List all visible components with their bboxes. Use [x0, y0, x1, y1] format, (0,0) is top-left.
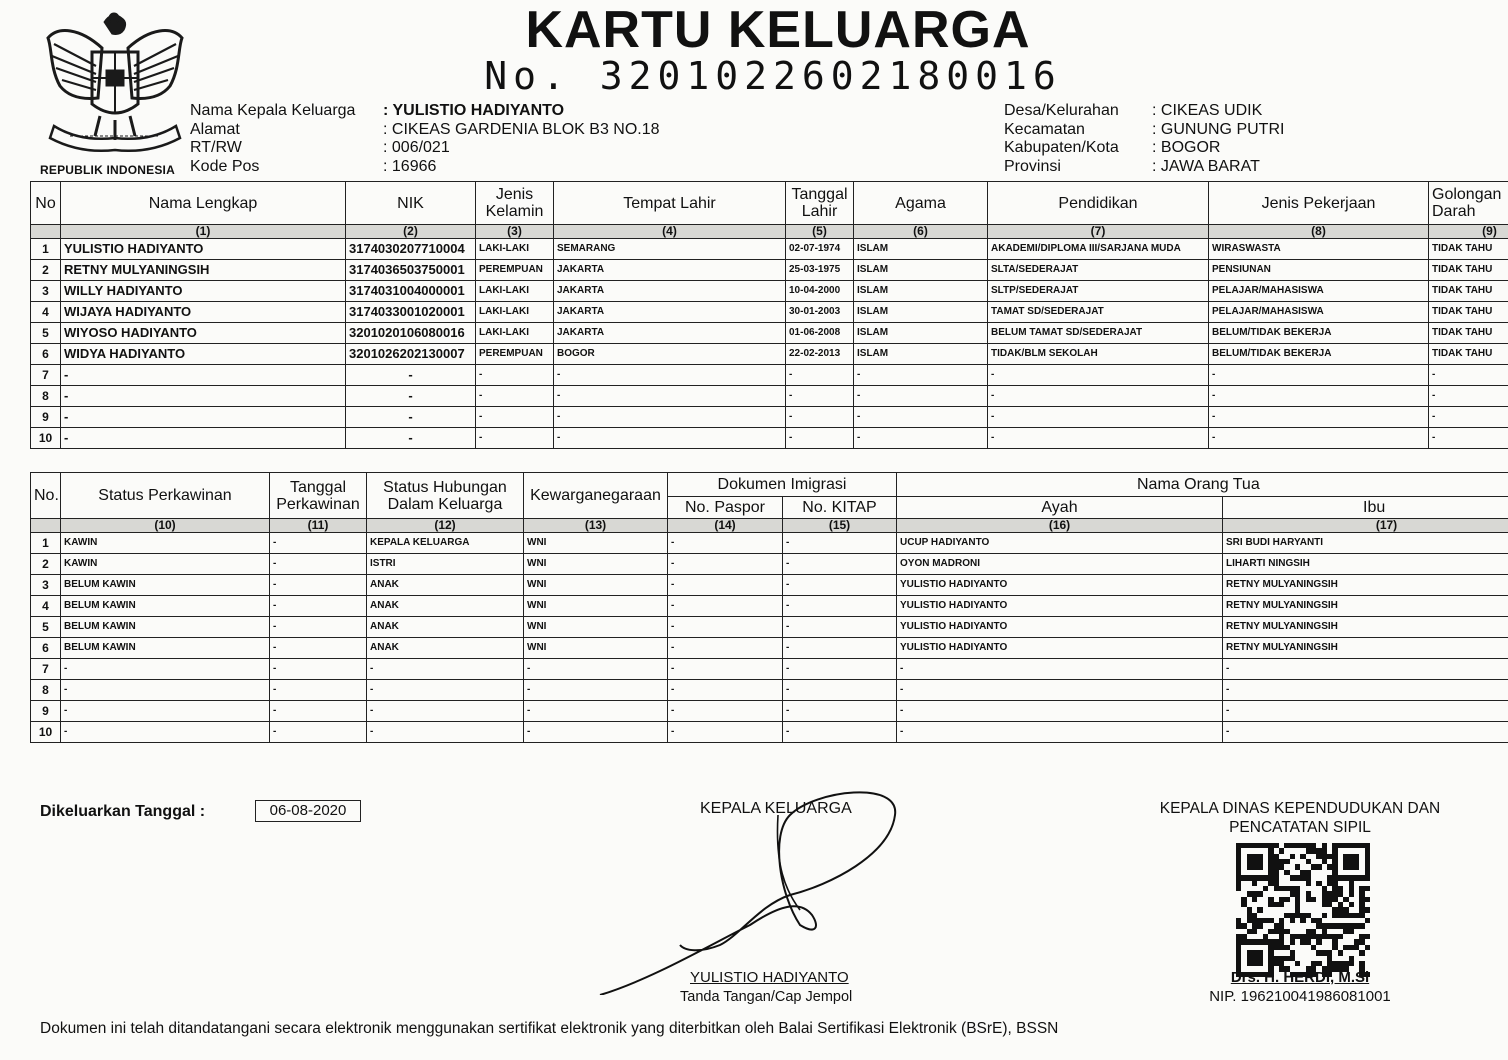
table-row — [31, 407, 1508, 428]
info-label: RT/RW — [190, 139, 242, 156]
table-cell: - — [668, 533, 783, 554]
table2-header-row-1 — [31, 473, 1508, 497]
table-cell: - — [668, 638, 783, 659]
table-cell: SLTP/SEDERAJAT — [988, 281, 1209, 302]
table-cell: PELAJAR/MAHASISWA — [1209, 302, 1429, 323]
table-cell: - — [524, 659, 668, 680]
table-row — [31, 281, 1508, 302]
table-cell: - — [988, 365, 1209, 386]
table-cell: 3174031004000001 — [346, 281, 476, 302]
table-cell: 4 — [31, 596, 61, 617]
column-number: (10) — [61, 519, 270, 533]
table-cell: TIDAK/BLM SEKOLAH — [988, 344, 1209, 365]
table-cell: - — [270, 617, 367, 638]
table-cell: 3 — [31, 575, 61, 596]
table-cell: - — [346, 428, 476, 449]
table-cell: BELUM KAWIN — [61, 596, 270, 617]
table-cell: LAKI-LAKI — [476, 281, 554, 302]
table-cell: 7 — [31, 659, 61, 680]
table-cell: - — [554, 407, 786, 428]
table-cell: - — [1223, 701, 1508, 722]
column-number: (6) — [854, 225, 988, 239]
table-cell: RETNY MULYANINGSIH — [61, 260, 346, 281]
table-cell: - — [476, 386, 554, 407]
table-cell: 1 — [31, 533, 61, 554]
table-cell: - — [61, 701, 270, 722]
table-cell: TIDAK TAHU — [1429, 281, 1508, 302]
info-row-alamat — [190, 121, 990, 140]
official-title-line-1: KEPALA DINAS KEPENDUDUKAN DAN — [1159, 800, 1441, 817]
table-cell: - — [367, 659, 524, 680]
table-cell: - — [554, 365, 786, 386]
table-row — [31, 302, 1508, 323]
table-cell: - — [554, 386, 786, 407]
table-cell: WIDYA HADIYANTO — [61, 344, 346, 365]
table-row — [31, 575, 1508, 596]
column-number: (8) — [1209, 225, 1429, 239]
table-cell: - — [1209, 386, 1429, 407]
table-cell: - — [346, 365, 476, 386]
table-cell: 02-07-1974 — [786, 239, 854, 260]
table-cell: - — [786, 407, 854, 428]
column-number: (3) — [476, 225, 554, 239]
col-header-kewarganegaraan: Kewarganegaraan — [524, 473, 668, 519]
table-row — [31, 554, 1508, 575]
table-row — [31, 596, 1508, 617]
info-right-block — [1004, 102, 1504, 176]
column-number: (16) — [897, 519, 1223, 533]
qr-code-icon — [1236, 843, 1370, 977]
col-header-nik: NIK — [346, 182, 476, 225]
table-cell: - — [1429, 386, 1508, 407]
table-row — [31, 260, 1508, 281]
table-cell: JAKARTA — [554, 302, 786, 323]
table-cell: 10 — [31, 722, 61, 743]
table-cell: ISLAM — [854, 260, 988, 281]
table-cell: - — [786, 365, 854, 386]
official-title — [1130, 799, 1470, 837]
table-row — [31, 323, 1508, 344]
table-cell: - — [554, 428, 786, 449]
col-header-nama: Nama Lengkap — [61, 182, 346, 225]
column-number: (15) — [783, 519, 897, 533]
table-cell: SRI BUDI HARYANTI — [1223, 533, 1508, 554]
table-cell: 9 — [31, 701, 61, 722]
table-cell: - — [783, 554, 897, 575]
table-cell: - — [668, 722, 783, 743]
table-cell: 5 — [31, 617, 61, 638]
table-cell: - — [1429, 428, 1508, 449]
civil-status-table — [30, 472, 1508, 743]
official-name: Drs. H. HERDI, M.Si — [1230, 969, 1370, 986]
table-cell: 2 — [31, 260, 61, 281]
column-number — [31, 225, 61, 239]
table-cell: BELUM KAWIN — [61, 638, 270, 659]
table-cell: BELUM KAWIN — [61, 575, 270, 596]
info-value: : CIKEAS GARDENIA BLOK B3 NO.18 — [383, 120, 660, 138]
table-row — [31, 533, 1508, 554]
table-cell: TAMAT SD/SEDERAJAT — [988, 302, 1209, 323]
column-number: (2) — [346, 225, 476, 239]
table-cell: ISLAM — [854, 239, 988, 260]
table-cell: KAWIN — [61, 554, 270, 575]
table1-column-number-row — [31, 225, 1508, 239]
table-cell: SLTA/SEDERAJAT — [988, 260, 1209, 281]
table-cell: - — [476, 365, 554, 386]
table-cell: - — [1429, 407, 1508, 428]
table-cell: - — [367, 701, 524, 722]
table-cell: JAKARTA — [554, 260, 786, 281]
table-cell: - — [783, 659, 897, 680]
table-cell: YULISTIO HADIYANTO — [897, 596, 1223, 617]
table-cell: LAKI-LAKI — [476, 302, 554, 323]
info-value: : 16966 — [383, 157, 437, 175]
table-cell: - — [897, 722, 1223, 743]
col-header-pekerjaan: Jenis Pekerjaan — [1209, 182, 1429, 225]
table-cell: 3174033001020001 — [346, 302, 476, 323]
table-cell: - — [270, 659, 367, 680]
table-cell: BOGOR — [554, 344, 786, 365]
table-cell: - — [668, 701, 783, 722]
table-cell: 3 — [31, 281, 61, 302]
table-cell: WNI — [524, 533, 668, 554]
table-cell: 10 — [31, 428, 61, 449]
table2-column-number-row — [31, 519, 1508, 533]
table-cell: WNI — [524, 575, 668, 596]
table-cell: BELUM KAWIN — [61, 617, 270, 638]
info-row-desa — [1004, 102, 1504, 121]
info-value: : CIKEAS UDIK — [1152, 102, 1263, 119]
table-cell: - — [668, 596, 783, 617]
family-members-table — [30, 181, 1508, 449]
table-cell: WIJAYA HADIYANTO — [61, 302, 346, 323]
table-cell: - — [854, 407, 988, 428]
table-cell: 2 — [31, 554, 61, 575]
info-value: : JAWA BARAT — [1152, 157, 1260, 175]
table-cell: - — [1223, 680, 1508, 701]
issued-date-value: 06-08-2020 — [255, 800, 361, 822]
column-number: (13) — [524, 519, 668, 533]
info-label: Nama Kepala Keluarga — [190, 102, 356, 119]
table-cell: ANAK — [367, 575, 524, 596]
table-cell: 8 — [31, 680, 61, 701]
table-cell: - — [346, 386, 476, 407]
column-number: (14) — [668, 519, 783, 533]
column-number: (5) — [786, 225, 854, 239]
table-cell: - — [524, 701, 668, 722]
table-cell: - — [476, 407, 554, 428]
col-header-ayah: Ayah — [897, 497, 1223, 519]
info-label: Kabupaten/Kota — [1004, 139, 1119, 156]
table-cell: 7 — [31, 365, 61, 386]
info-row-rtrw — [190, 139, 990, 158]
table-cell: 25-03-1975 — [786, 260, 854, 281]
table-cell: 22-02-2013 — [786, 344, 854, 365]
info-label: Kecamatan — [1004, 120, 1085, 138]
table-cell: 3201026202130007 — [346, 344, 476, 365]
table-cell: - — [1223, 722, 1508, 743]
table-cell: 6 — [31, 344, 61, 365]
col-header-no-paspor: No. Paspor — [668, 497, 783, 519]
table-cell: KAWIN — [61, 533, 270, 554]
table-cell: 3174036503750001 — [346, 260, 476, 281]
table-cell: ANAK — [367, 638, 524, 659]
table-cell: - — [524, 680, 668, 701]
table-cell: WNI — [524, 554, 668, 575]
info-row-kodepos — [190, 158, 990, 177]
table-cell: WIRASWASTA — [1209, 239, 1429, 260]
table-cell: 6 — [31, 638, 61, 659]
table-cell: - — [476, 428, 554, 449]
col-header-jenis-kelamin: Jenis Kelamin — [476, 182, 554, 225]
table-cell: - — [988, 428, 1209, 449]
table-cell: - — [783, 680, 897, 701]
table-cell: - — [668, 575, 783, 596]
table-cell: - — [270, 575, 367, 596]
table-cell: - — [783, 575, 897, 596]
info-row-provinsi — [1004, 158, 1504, 177]
column-number: (17) — [1223, 519, 1508, 533]
table-cell: PEREMPUAN — [476, 344, 554, 365]
table-row — [31, 428, 1508, 449]
table-cell: - — [783, 596, 897, 617]
table-cell: PEREMPUAN — [476, 260, 554, 281]
table-cell: - — [270, 701, 367, 722]
info-label: Kode Pos — [190, 157, 260, 175]
table-cell: 10-04-2000 — [786, 281, 854, 302]
table-cell: YULISTIO HADIYANTO — [897, 617, 1223, 638]
table-cell: ISLAM — [854, 323, 988, 344]
col-header-no: No — [31, 182, 61, 225]
table-cell: - — [1209, 365, 1429, 386]
table-cell: RETNY MULYANINGSIH — [1223, 638, 1508, 659]
table-cell: 3201020106080016 — [346, 323, 476, 344]
info-value: : YULISTIO HADIYANTO — [383, 102, 565, 119]
table-cell: - — [783, 638, 897, 659]
table-cell: - — [346, 407, 476, 428]
table-cell: - — [1223, 659, 1508, 680]
table-cell: YULISTIO HADIYANTO — [61, 239, 346, 260]
table-cell: - — [854, 428, 988, 449]
table-cell: - — [783, 722, 897, 743]
head-of-family-name: YULISTIO HADIYANTO — [690, 969, 849, 986]
col-header-tanggal-perkawinan: Tanggal Perkawinan — [270, 473, 367, 519]
table-cell: 3174030207710004 — [346, 239, 476, 260]
table-cell: KEPALA KELUARGA — [367, 533, 524, 554]
head-of-family-title: KEPALA KELUARGA — [700, 800, 852, 817]
table-cell: - — [61, 659, 270, 680]
document-number: No. 3201022602180016 — [484, 54, 1062, 98]
table-cell: - — [786, 386, 854, 407]
table-cell: RETNY MULYANINGSIH — [1223, 617, 1508, 638]
table-cell: - — [61, 386, 346, 407]
table-cell: - — [270, 680, 367, 701]
table-cell: - — [988, 407, 1209, 428]
signature-scribble — [590, 775, 920, 995]
table-cell: ISTRI — [367, 554, 524, 575]
col-header-no-kitap: No. KITAP — [783, 497, 897, 519]
col-header-no: No. — [31, 473, 61, 519]
table-cell: - — [668, 680, 783, 701]
table-cell: - — [783, 617, 897, 638]
col-header-ibu: Ibu — [1223, 497, 1508, 519]
table-cell: YULISTIO HADIYANTO — [897, 638, 1223, 659]
table-cell: RETNY MULYANINGSIH — [1223, 575, 1508, 596]
document-title: KARTU KELUARGA — [525, 1, 1031, 59]
table-cell: TIDAK TAHU — [1429, 323, 1508, 344]
table-cell: - — [854, 365, 988, 386]
table-cell: TIDAK TAHU — [1429, 239, 1508, 260]
table-cell: - — [668, 554, 783, 575]
table-cell: - — [854, 386, 988, 407]
col-header-tanggal-lahir: Tanggal Lahir — [786, 182, 854, 225]
issued-date-label: Dikeluarkan Tanggal : — [40, 803, 206, 820]
table-cell: BELUM/TIDAK BEKERJA — [1209, 344, 1429, 365]
info-label: Provinsi — [1004, 157, 1061, 175]
table-cell: 01-06-2008 — [786, 323, 854, 344]
table-cell: - — [270, 596, 367, 617]
table-cell: 1 — [31, 239, 61, 260]
table1-header-row — [31, 182, 1508, 225]
table-cell: - — [270, 722, 367, 743]
table-cell: JAKARTA — [554, 281, 786, 302]
table-cell: - — [1209, 428, 1429, 449]
table-cell: LAKI-LAKI — [476, 323, 554, 344]
table-row — [31, 659, 1508, 680]
column-number: (7) — [988, 225, 1209, 239]
table-cell: AKADEMI/DIPLOMA III/SARJANA MUDA — [988, 239, 1209, 260]
table-cell: - — [61, 680, 270, 701]
table-cell: SEMARANG — [554, 239, 786, 260]
table-cell: BELUM/TIDAK BEKERJA — [1209, 323, 1429, 344]
table-cell: - — [524, 722, 668, 743]
table-cell: 9 — [31, 407, 61, 428]
col-header-status-perkawinan: Status Perkawinan — [61, 473, 270, 519]
column-number: (11) — [270, 519, 367, 533]
table-cell: - — [61, 722, 270, 743]
table-cell: - — [897, 680, 1223, 701]
table-cell: WILLY HADIYANTO — [61, 281, 346, 302]
table-cell: JAKARTA — [554, 323, 786, 344]
table-cell: ISLAM — [854, 281, 988, 302]
col-header-golongan-darah: Golongan Darah — [1429, 182, 1508, 225]
table-row — [31, 680, 1508, 701]
table-cell: UCUP HADIYANTO — [897, 533, 1223, 554]
table-cell: LIHARTI NINGSIH — [1223, 554, 1508, 575]
official-nip: NIP. 196210041986081001 — [1209, 988, 1391, 1005]
info-left-block — [190, 102, 990, 176]
table-row — [31, 722, 1508, 743]
info-label: Alamat — [190, 120, 240, 138]
column-number: (4) — [554, 225, 786, 239]
table-cell: 4 — [31, 302, 61, 323]
electronic-signature-disclaimer: Dokumen ini telah ditandatangani secara elektronik menggunakan sertifikat elektronik yang diterbitkan oleh Balai Sertifikasi Elektronik (BSrE), BSSN — [40, 1020, 1059, 1037]
table-cell: WNI — [524, 617, 668, 638]
table-cell: YULISTIO HADIYANTO — [897, 575, 1223, 596]
table-cell: TIDAK TAHU — [1429, 260, 1508, 281]
col-header-tempat-lahir: Tempat Lahir — [554, 182, 786, 225]
table-cell: - — [783, 533, 897, 554]
table-cell: - — [668, 617, 783, 638]
col-header-agama: Agama — [854, 182, 988, 225]
table-cell: - — [367, 722, 524, 743]
table-cell: RETNY MULYANINGSIH — [1223, 596, 1508, 617]
table-row — [31, 365, 1508, 386]
info-label: Desa/Kelurahan — [1004, 102, 1119, 119]
official-title-line-2: PENCATATAN SIPIL — [1229, 819, 1371, 836]
table-cell: ANAK — [367, 617, 524, 638]
table-cell: - — [367, 680, 524, 701]
table-cell: ISLAM — [854, 344, 988, 365]
info-value: : GUNUNG PUTRI — [1152, 120, 1285, 138]
col-header-status-hubungan: Status Hubungan Dalam Keluarga — [367, 473, 524, 519]
table-cell: TIDAK TAHU — [1429, 302, 1508, 323]
emblem-caption: REPUBLIK INDONESIA — [40, 163, 175, 177]
table-row — [31, 239, 1508, 260]
column-number: (1) — [61, 225, 346, 239]
column-number — [31, 519, 61, 533]
col-header-nama-orang-tua: Nama Orang Tua — [897, 473, 1508, 497]
table-cell: PELAJAR/MAHASISWA — [1209, 281, 1429, 302]
table-cell: 8 — [31, 386, 61, 407]
table-cell: - — [1429, 365, 1508, 386]
table-row — [31, 344, 1508, 365]
table-row — [31, 617, 1508, 638]
table-cell: ISLAM — [854, 302, 988, 323]
col-header-pendidikan: Pendidikan — [988, 182, 1209, 225]
table-row — [31, 701, 1508, 722]
col-header-dokumen-imigrasi: Dokumen Imigrasi — [668, 473, 897, 497]
table-cell: - — [270, 554, 367, 575]
table-cell: - — [270, 533, 367, 554]
table-cell: LAKI-LAKI — [476, 239, 554, 260]
info-row-kecamatan — [1004, 121, 1504, 140]
column-number: (12) — [367, 519, 524, 533]
table-cell: WNI — [524, 596, 668, 617]
column-number: (9) — [1429, 225, 1508, 239]
table-cell: WNI — [524, 638, 668, 659]
info-row-kepala — [190, 102, 990, 121]
table-cell: PENSIUNAN — [1209, 260, 1429, 281]
table-cell: BELUM TAMAT SD/SEDERAJAT — [988, 323, 1209, 344]
table-row — [31, 638, 1508, 659]
table-cell: - — [988, 386, 1209, 407]
signature-caption: Tanda Tangan/Cap Jempol — [680, 989, 853, 1005]
table-cell: - — [61, 365, 346, 386]
info-value: : BOGOR — [1152, 139, 1221, 156]
info-row-kabupaten — [1004, 139, 1504, 158]
table-cell: TIDAK TAHU — [1429, 344, 1508, 365]
table-cell: OYON MADRONI — [897, 554, 1223, 575]
table-cell: - — [783, 701, 897, 722]
table-cell: 30-01-2003 — [786, 302, 854, 323]
table-cell: - — [786, 428, 854, 449]
table-cell: ANAK — [367, 596, 524, 617]
table-cell: - — [61, 407, 346, 428]
table-cell: - — [897, 659, 1223, 680]
table-cell: - — [668, 659, 783, 680]
table-cell: WIYOSO HADIYANTO — [61, 323, 346, 344]
table-cell: - — [897, 701, 1223, 722]
table-row — [31, 386, 1508, 407]
info-value: : 006/021 — [383, 139, 450, 156]
table-cell: 5 — [31, 323, 61, 344]
table-cell: - — [1209, 407, 1429, 428]
table-cell: - — [270, 638, 367, 659]
table-cell: - — [61, 428, 346, 449]
